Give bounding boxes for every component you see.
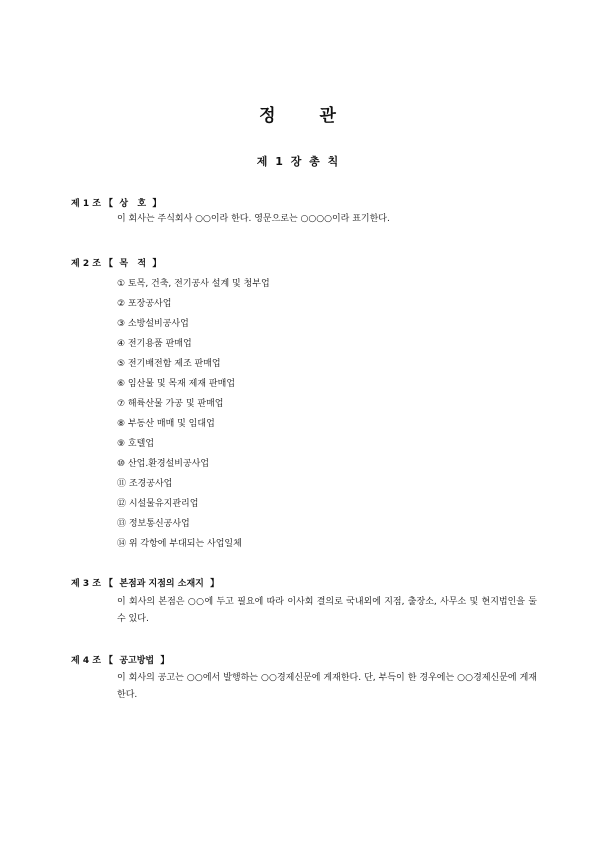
purpose-item: ③ 소방설비공사업 (117, 319, 189, 329)
chapter-heading: 제 1 장 총 칙 (256, 155, 339, 168)
article-1-heading: 제 1 조 【 상 호 】 (71, 199, 162, 209)
purpose-item: ⑦ 해륙산물 가공 및 판매업 (117, 399, 224, 409)
purpose-item: ① 토목, 건축, 전기공사 설계 및 청부업 (117, 279, 270, 289)
article-2-heading: 제 2 조 【 목 적 】 (71, 259, 162, 269)
purpose-item: ⑧ 부동산 매매 및 임대업 (117, 419, 215, 429)
purpose-item: ⑨ 호텔업 (117, 439, 155, 449)
purpose-item: ⑪ 조경공사업 (117, 479, 173, 489)
purpose-item: ⑥ 임산물 및 목재 제재 판매업 (117, 379, 236, 389)
document-title (0, 101, 595, 126)
article-4-body: 이 회사의 공고는 ○○에서 발행하는 ○○경제신문에 게재한다. 단, 부득이 한 경우에는 ○○경제신문에 게재한다. (117, 673, 537, 700)
title-part-1: 정 (259, 106, 276, 126)
purpose-item: ⑭ 위 각항에 부대되는 사업일체 (117, 539, 242, 549)
article-4-heading: 제 4 조 【 공고방법 】 (71, 656, 170, 666)
purpose-item: ⑫ 시설물유지관리업 (117, 499, 199, 509)
purpose-item: ② 포장공사업 (117, 299, 172, 309)
purpose-item: ⑤ 전기배전함 제조 판매업 (117, 359, 221, 369)
title-part-2: 관 (319, 106, 336, 126)
article-1-body: 이 회사는 주식회사 ○○이라 한다. 영문으로는 ○○○○이라 표기한다. (117, 214, 390, 224)
purpose-item: ⑬ 정보통신공사업 (117, 519, 190, 529)
article-3-body: 이 회사의 본점은 ○○에 두고 필요에 따라 이사회 결의로 국내외에 지점, 출장소, 사무소 및 현지법인을 둘 수 있다. (117, 597, 537, 624)
article-3-heading: 제 3 조 【 본점과 지점의 소재지 】 (71, 579, 220, 589)
purpose-item: ④ 전기용품 판매업 (117, 339, 192, 349)
purpose-item: ⑩ 산업.환경설비공사업 (117, 459, 210, 469)
